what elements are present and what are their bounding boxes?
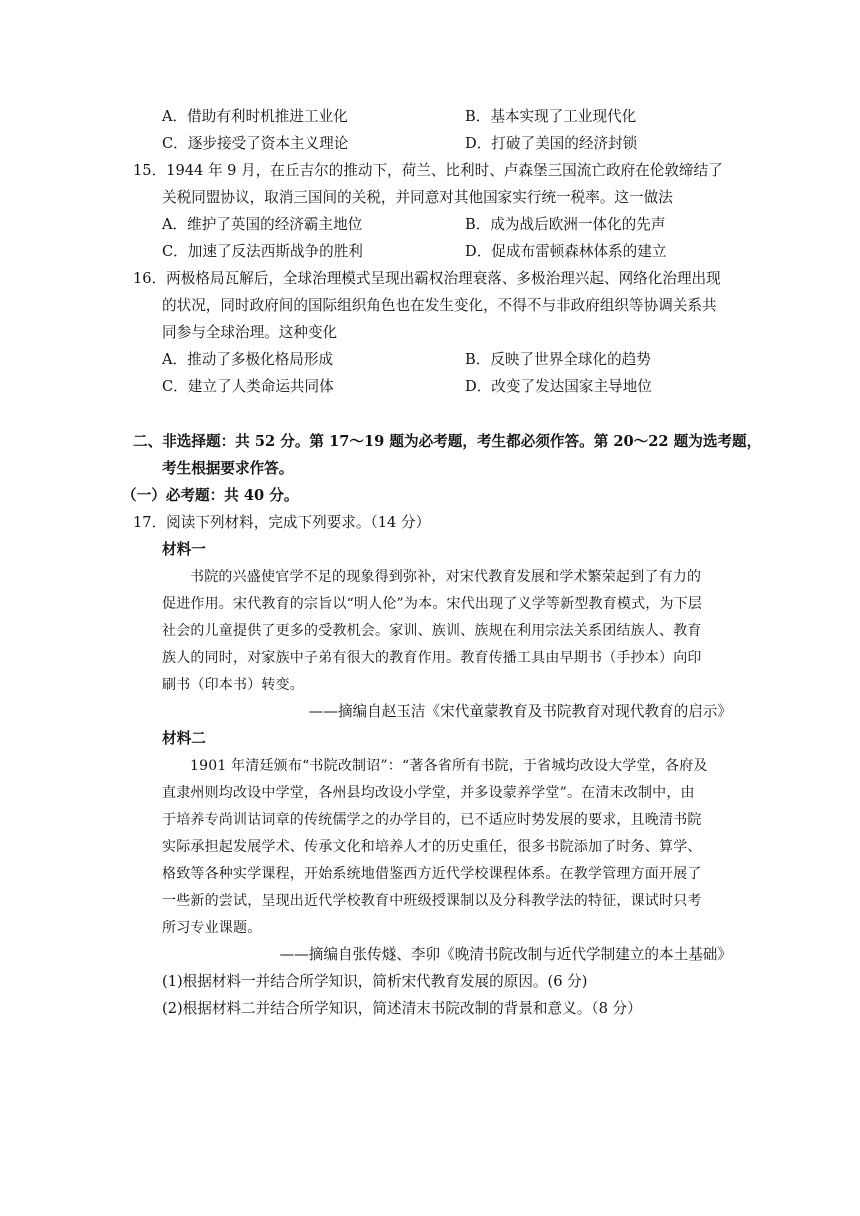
section-heading-line-1: 二、非选择题：共 52 分。第 17～19 题为必考题，考生都必须作答。第 20～22 题为选考题， [133, 433, 762, 450]
material-2-line-1: 1901 年清廷颁布“书院改制诏”：“著各省所有书院，于省城均改设大学堂，各府及 [190, 758, 708, 774]
q15-option-d: D．促成布雷顿森林体系的建立 [465, 243, 667, 260]
material-2-line-7: 所习专业课题。 [162, 920, 262, 936]
q17-subquestion-2: (2)根据材料二并结合所学知识，简述清末书院改制的背景和意义。（8 分） [162, 1000, 642, 1017]
q14-option-d: D．打破了美国的经济封锁 [465, 135, 638, 152]
q16-stem-line-3: 同参与全球治理。这种变化 [162, 324, 338, 341]
q16-option-a: A．推动了多极化格局形成 [162, 351, 334, 368]
q16-option-c: C．建立了人类命运共同体 [162, 378, 334, 395]
material-1-line-5: 刷书（印本书）转变。 [162, 677, 304, 693]
section-heading-line-2: 考生根据要求作答。 [162, 460, 294, 477]
material-2-title: 材料二 [162, 730, 206, 747]
q16-option-b: B．反映了世界全球化的趋势 [465, 351, 651, 368]
material-1-line-2: 促进作用。宋代教育的宗旨以“明人伦”为本。宋代出现了义学等新型教育模式，为下层 [162, 596, 703, 612]
material-1-title: 材料一 [162, 541, 206, 558]
material-2-line-3: 于培养专尚训诂词章的传统儒学之的办学目的，已不适应时势发展的要求，且晚清书院 [162, 812, 702, 828]
q16-stem-line-1: 16．两极格局瓦解后，全球治理模式呈现出霸权治理衰落、多极治理兴起、网络化治理出现 [133, 270, 721, 287]
material-1-line-3: 社会的儿童提供了更多的受教机会。家训、族训、族规在利用宗法关系团结族人、教育 [162, 623, 702, 639]
material-2-line-6: 一些新的尝试，呈现出近代学校教育中班级授课制以及分科教学法的特征，课试时只考 [162, 893, 702, 909]
q15-option-b: B．成为战后欧洲一体化的先声 [465, 216, 666, 233]
q15-stem-line-1: 15．1944 年 9 月，在丘吉尔的推动下，荷兰、比利时、卢森堡三国流亡政府在伦敦缔结了 [133, 162, 723, 179]
material-2-line-5: 格致等各种实学课程，开始系统地借鉴西方近代学校课程体系。在教学管理方面开展了 [162, 866, 702, 882]
q17-stem: 17．阅读下列材料，完成下列要求。（14 分） [133, 514, 431, 531]
q15-stem-line-2: 关税同盟协议，取消三国间的关税，并同意对其他国家实行统一税率。这一做法 [162, 189, 673, 206]
q14-option-c: C．逐步接受了资本主义理论 [162, 135, 349, 152]
material-2-line-4: 实际承担起发展学术、传承文化和培养人才的历史重任，很多书院添加了时务、算学、 [162, 839, 702, 855]
material-1-line-4: 族人的同时，对家族中子弟有很大的教育作用。教育传播工具由早期书（手抄本）向印 [162, 650, 702, 666]
q14-option-b: B．基本实现了工业现代化 [465, 108, 637, 125]
q15-option-c: C．加速了反法西斯战争的胜利 [162, 243, 363, 260]
material-1-line-1: 书院的兴盛使官学不足的现象得到弥补，对宋代教育发展和学术繁荣起到了有力的 [190, 569, 702, 585]
material-2-line-2: 直隶州则均改设中学堂，各州县均改设小学堂，并多设蒙养学堂”。在清末改制中，由 [162, 785, 695, 801]
q14-option-a: A．借助有利时机推进工业化 [162, 108, 348, 125]
material-2-source: ——摘编自张传燧、李卯《晚清书院改制与近代学制建立的本土基础》 [279, 946, 732, 963]
q15-option-a: A．维护了英国的经济霸主地位 [162, 216, 363, 233]
q16-option-d: D．改变了发达国家主导地位 [465, 378, 652, 395]
q17-subquestion-1: (1)根据材料一并结合所学知识，简析宋代教育发展的原因。(6 分) [162, 973, 588, 990]
required-questions-heading: （一）必考题：共 40 分。 [122, 487, 299, 504]
material-1-source: ——摘编自赵玉洁《宋代童蒙教育及书院教育对现代教育的启示》 [308, 703, 732, 720]
q16-stem-line-2: 的状况，同时政府间的国际组织角色也在发生变化，不得不与非政府组织等协调关系共 [162, 297, 717, 314]
